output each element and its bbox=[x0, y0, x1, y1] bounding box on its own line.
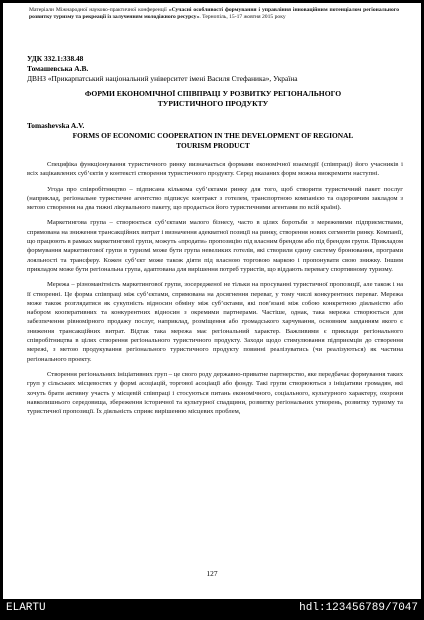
paragraph: Мережа – різноманітність маркетингової групи, зосередженої не тільки на просуванні туристичної пропозиції, але також і на її створенні. Це форма співпраці між суб’єктами, спрямована на досягнення переваг, у тому числі конкурентних переваг. Мережа може також розглядатися як сукупність відносин обміну між суб’єктами, які пов’язані між собою конкретною діяльністю або набором кооперативних та конкурентних відносин з окремими партнерами. Частіше, однак, така мережа створюється для забезпечення рівномірного продажу послуг, наприклад, розміщення або громадського харчування, основним завданням якого є зниження трансакційних витрат. Відтак така мережа має регіональний характер. Важливими є приклади регіонального співробітництва в цілях створення регіонального туристичного продукту. Заходи щодо стимулювання підприємців до створення мережі, з метою продукування регіонального туристичного продукту повинні реалізуватись (чи реалізуються) як частина регіонального проекту. bbox=[27, 281, 403, 363]
viewer-footer-bar bbox=[0, 599, 424, 620]
paragraph: Маркетингова група – створюється суб’єктами малого бізнесу, часто в цілях боротьби з мережевими підприємствами, спрямована на зниження трансакційних витрат і визначення адекватної позиції на ринку, створення нових сегментів ринку. Компанії, що працюють в рамках маркетингової групи, можуть «продати» пропозицію під власним брендом або під брендом групи. Прикладом формування маркетингової групи в туризмі може бути група невеликих готелів, які створили єдину систему бронювання, програми лояльності та трансферу. Кожен суб’єкт може також діяти під власною торговою маркою і пропонувати свою знижку. Іншим прикладом може бути регіональна група, адаптована для вирішення потреб туристів, що віддають перевагу спортивному туризму. bbox=[27, 219, 403, 273]
conference-place-date: . Тернопіль, 15-17 жовтня 2015 року bbox=[199, 14, 286, 21]
paragraph: Специфіка функціонування туристичного ринку визначається формами економічної взаємодії (співпраці) його учасників і всіх зацікавлених суб’єктів у контексті створення туристичного продукту. Серед вказаних форм можна виокремити наступні. bbox=[27, 161, 403, 178]
paragraph: Створення регіональних ініціативних груп – це свого роду державно-приватне партнерство, яке передбачає формування таких груп у сільських місцевостях у формі асоціацій, торгової асоціації або фонду. Такі групи створюються з ініціативи громадян, які хочуть брати активну участь у місцевій співпраці і стосуються питань економічного, соціального, культурного характеру, охорони навколишнього середовища, збереження історичної та культурної спадщини, розвитку регіональних утворень, розвитку туризму та туристичної пропозиції. Їх діяльність сприяє вирішенню місцевих проблем, bbox=[27, 370, 403, 416]
conference-intro: Матеріали Міжнародної науково-практичної конференції bbox=[29, 7, 167, 13]
document-page bbox=[3, 3, 421, 599]
udk-code: УДК 332.1:338.48 bbox=[27, 54, 84, 63]
article-title-en: FORMS OF ECONOMIC COOPERATION IN THE DEVELOPMENT OF REGIONAL TOURISM PRODUCT bbox=[72, 131, 354, 150]
repository-label: ELARTU bbox=[6, 602, 46, 614]
author-name-ua: Томашевська А.В. bbox=[27, 64, 89, 73]
page-number: 127 bbox=[206, 569, 218, 578]
author-affiliation: ДВНЗ «Прикарпатський національний університет імені Василя Стефаника», Україна bbox=[27, 74, 298, 83]
article-title-ua: ФОРМИ ЕКОНОМІЧНОЇ СПІВПРАЦІ У РОЗВИТКУ РЕГІОНАЛЬНОГО ТУРИСТИЧНОГО ПРОДУКТУ bbox=[84, 89, 342, 108]
author-name-en: Tomashevska A.V. bbox=[27, 121, 85, 130]
article-body bbox=[27, 160, 403, 422]
conference-header bbox=[29, 7, 399, 22]
paragraph: Угода про співробітництво – підписана кількома суб’єктами ринку для того, щоб створити туристичний пакет послуг (наприклад, регіональне туристичне агентство підписує контракт з готелем, транспортною компанією та оздоровчим закладом з метою створення на два тижні лікувального пакету, що продається його туристичними агентами по всій країні). bbox=[27, 185, 403, 212]
handle-identifier[interactable]: hdl:123456789/7047 bbox=[299, 602, 418, 614]
conference-title: «Сучасні особливості формування і управління інноваційним потенціалом регіонального розвитку туризму та рекреації із залученням молодіжного ресурсу» bbox=[29, 7, 399, 21]
